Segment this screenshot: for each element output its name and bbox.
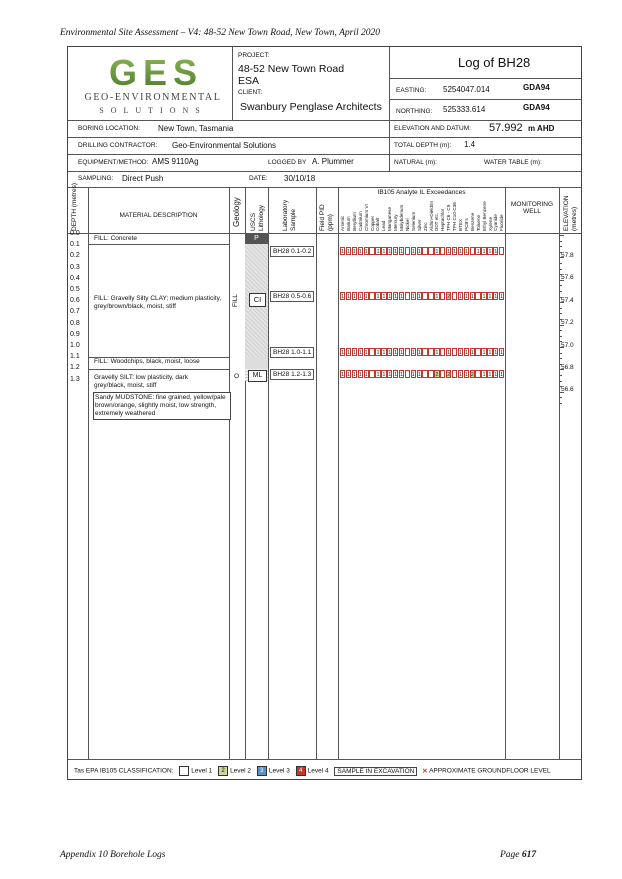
geology-header: Geology (232, 197, 241, 227)
exceedance-cell: 1 (458, 372, 462, 378)
depth-tick: 1.3 (70, 375, 80, 383)
exceedance-cell (475, 292, 480, 300)
exceedance-cell: 1 (417, 350, 421, 356)
exceedance-cell: 1 (352, 372, 356, 378)
exceedance-cell: 2 (447, 372, 451, 378)
analyte-name: Ethyl Benzene (481, 201, 487, 231)
exceedance-cell: 1 (470, 350, 474, 356)
elevation-tick: 57.4 (561, 296, 574, 304)
exceedance-cell: 1 (388, 294, 392, 300)
exceedance-cell: 1 (382, 249, 386, 255)
exceedance-cell (369, 292, 374, 300)
exceedance-cell: 1 (388, 249, 392, 255)
exceedance-cell: 1 (500, 372, 504, 378)
analyte-name: Copper (369, 215, 375, 231)
exceedance-cell (422, 247, 427, 255)
depth-tick: 0.9 (70, 330, 80, 338)
exceedance-cell: 1 (411, 372, 415, 378)
geology-fill: FILL (232, 293, 239, 307)
material-silt: Gravelly SILT: low plasticity, dark grey/black, moist, stiff (94, 374, 189, 389)
exceedance-cell: 1 (347, 372, 351, 378)
exceedance-row (340, 348, 505, 356)
elevation-tick: 57.0 (561, 341, 574, 349)
elevation-tick: 56.6 (561, 386, 574, 394)
logo-line2: SOLUTIONS (99, 106, 207, 115)
legend-level1-swatch (179, 766, 189, 776)
exceedance-cell: 1 (464, 249, 468, 255)
elevation-label: ELEVATION AND DATUM: (394, 125, 471, 132)
analyte-name: Barium (345, 216, 351, 231)
exceedance-cell: 1 (394, 249, 398, 255)
analyte-name: DDT etc. (434, 212, 440, 231)
exceedance-cell (422, 370, 427, 378)
material-clay: FILL: Gravelly Silty CLAY; medium plasticity, grey/brown/black, moist, stiff (94, 295, 222, 310)
monitoring-well-header: MONITORING WELL (510, 201, 554, 215)
depth-tick: 1.0 (70, 342, 80, 349)
exceedance-cell: 1 (382, 350, 386, 356)
analyte-name: TPH C10-C36 (452, 202, 458, 231)
exceedance-cell: 1 (464, 294, 468, 300)
legend-level2-swatch: 2 (218, 766, 228, 776)
lab-sample-id: BH28 0.1-0.2 (270, 246, 314, 257)
geology-o: O (234, 373, 240, 380)
legend-level4-swatch: 4 (296, 766, 306, 776)
legend-level4: Level 4 (307, 767, 329, 775)
sampling-value: Direct Push (122, 174, 164, 183)
page-footer-left: Appendix 10 Borehole Logs (60, 850, 166, 860)
material-mudstone: Sandy MUDSTONE: fine grained, yellow/pale brown/orange, slightly moist, low strength, extremely weathered (93, 392, 231, 420)
exceedance-cell: 1 (482, 372, 486, 378)
exceedance-cell: 1 (358, 372, 362, 378)
exceedance-cell: 1 (341, 350, 345, 356)
exceedance-row (340, 247, 505, 255)
depth-tick: 0.1 (70, 241, 80, 249)
exceedance-cell (452, 348, 457, 356)
exceedance-cell: 1 (447, 249, 451, 255)
exceedance-cell: 1 (376, 249, 380, 255)
exceedance-cell: 1 (352, 249, 356, 255)
legend-sample-in-excavation: SAMPLE IN EXCAVATION (334, 767, 417, 776)
depth-tick: 0.6 (70, 297, 80, 305)
elevation-minor-tick (559, 291, 562, 292)
water-table-label: WATER TABLE (m): (484, 159, 542, 166)
elevation-minor-tick (559, 403, 562, 404)
exceedance-cell: 1 (458, 350, 462, 356)
analyte-name: Chromium VI (363, 204, 369, 231)
exceedance-cell (422, 292, 427, 300)
exceedance-cell: 1 (364, 294, 368, 300)
uscs-p: P (245, 233, 268, 244)
elevation-tick: 56.8 (561, 364, 574, 371)
elevation-header: ELEVATION (metres) (563, 195, 578, 231)
exceedance-row (340, 370, 505, 378)
depth-tick: 1.2 (70, 364, 80, 372)
analyte-name: Cyanide (493, 214, 499, 231)
exceedance-cell (405, 292, 410, 300)
elevation-tick: 57.6 (561, 274, 574, 282)
elevation-minor-tick (559, 347, 564, 348)
project-value: 48-52 New Town Road (238, 63, 345, 75)
exceedance-cell (499, 247, 504, 255)
analyte-name: Toluene (475, 214, 481, 231)
exceedance-cell: 1 (352, 350, 356, 356)
elevation-minor-tick (559, 246, 562, 247)
exceedance-cell: 1 (382, 294, 386, 300)
exceedance-cell (440, 292, 445, 300)
exceedance-cell: 1 (388, 350, 392, 356)
exceedance-cell (422, 348, 427, 356)
elevation-minor-tick (559, 241, 562, 242)
depth-tick: 0.7 (70, 308, 80, 316)
date-label: DATE: (249, 175, 268, 182)
equipment-label: EQUIPMENT/METHOD: (78, 159, 149, 166)
exceedance-cell: 1 (482, 294, 486, 300)
elevation-minor-tick (559, 308, 562, 309)
elevation-minor-tick (559, 397, 562, 398)
uscs-woodchips (245, 357, 268, 369)
exceedance-cell: 1 (458, 294, 462, 300)
client-label: CLIENT: (238, 89, 263, 96)
field-pid-header: Field PID (ppm) (319, 204, 334, 231)
exceedance-cell: 1 (494, 372, 498, 378)
exceedance-cell: 1 (500, 350, 504, 356)
exceedance-cell: 1 (364, 372, 368, 378)
project-value-2: ESA (238, 75, 260, 87)
exceedance-cell: 1 (411, 249, 415, 255)
exceedance-cell: 1 (341, 372, 345, 378)
exceedance-cell (452, 292, 457, 300)
elevation-minor-tick (559, 364, 562, 365)
exceedance-cell: 2 (470, 372, 474, 378)
exceedance-cell: 1 (376, 372, 380, 378)
natural-label: NATURAL (m): (394, 159, 437, 166)
exceedance-cell: 1 (488, 372, 492, 378)
equipment-value: AMS 9110Ag (152, 157, 199, 166)
exceedance-cell: 1 (435, 249, 439, 255)
lab-sample-id: BH28 1.2-1.3 (270, 369, 314, 380)
lab-sample-header: Laboratory Sample (282, 199, 297, 231)
exceedance-cell: 1 (488, 294, 492, 300)
analyte-name: TPH C6 - C9 (446, 204, 452, 231)
exceedance-cell: 1 (364, 249, 368, 255)
exceedance-cell: 1 (388, 372, 392, 378)
analyte-name: Molybdenum (399, 204, 404, 231)
legend-level3: Level 3 (268, 767, 290, 775)
elevation-minor-tick (559, 313, 562, 314)
legend-level1: Level 1 (191, 767, 213, 775)
exceedance-cell (369, 247, 374, 255)
uscs-header: USCS Lithology (250, 204, 265, 231)
exceedance-cell (440, 348, 445, 356)
exceedance-cell: 1 (400, 294, 404, 300)
legend-level2: Level 2 (230, 767, 252, 775)
boring-label: BORING LOCATION: (78, 125, 140, 132)
exceedance-cell: 1 (458, 249, 462, 255)
analyte-name: Aldrin+Dieldrin (428, 200, 434, 231)
exceedance-row (340, 292, 505, 300)
analyte-name: Beryllium (351, 212, 357, 231)
exceedance-cell: 1 (358, 350, 362, 356)
drilling-value: Geo-Environmental Solutions (172, 141, 277, 150)
exceedance-cell: 1 (347, 350, 351, 356)
uscs-ml: ML (248, 370, 267, 382)
analyte-name: Mercury (393, 214, 399, 231)
exceedance-cell (475, 348, 480, 356)
exceedance-cell: 1 (394, 350, 398, 356)
elevation-minor-tick (559, 252, 562, 253)
exceedance-cell: 1 (447, 350, 451, 356)
elevation-minor-tick (559, 302, 564, 303)
page-footer-right: Page 617 (500, 850, 537, 860)
northing-value: 525333.614 (443, 105, 486, 114)
northing-datum: GDA94 (523, 103, 550, 112)
exceedance-cell: 1 (400, 350, 404, 356)
borehole-log-sheet (67, 46, 582, 780)
uscs-ci: CI (249, 293, 266, 307)
exceedance-cell (405, 370, 410, 378)
analyte-name: Manganese (387, 206, 393, 231)
elevation-minor-tick (559, 341, 562, 342)
depth-tick: 0.4 (70, 274, 80, 282)
exceedance-cell: 1 (341, 249, 345, 255)
depth-tick: 0.0 (70, 230, 80, 237)
exceedance-cell (405, 247, 410, 255)
page-header: Environmental Site Assessment – V4: 48-52 New Town Road, New Town, April 2020 (60, 28, 381, 38)
exceedance-cell: 1 (488, 249, 492, 255)
elevation-minor-tick (559, 274, 562, 275)
exceedance-cell: 1 (435, 294, 439, 300)
project-label: PROJECT: (238, 52, 270, 59)
analyte-name: Xylene (487, 216, 493, 231)
analyte-name: Heptachlor (440, 208, 446, 231)
analyte-name: PCB's (463, 218, 469, 231)
elevation-minor-tick (559, 269, 562, 270)
analyte-name: Silver (416, 219, 422, 231)
analyte-name: Cobalt (375, 217, 381, 231)
analyte-name: Fluoride (499, 214, 505, 231)
exceedance-cell (369, 370, 374, 378)
easting-datum: GDA94 (523, 83, 550, 92)
elevation-minor-tick (559, 375, 562, 376)
easting-label: EASTING: (396, 87, 427, 94)
legend-level3-swatch: 3 (257, 766, 267, 776)
exceedance-cell (428, 348, 433, 356)
exceedance-cell: 1 (394, 294, 398, 300)
drilling-label: DRILLING CONTRACTOR: (78, 142, 158, 149)
exceedance-cell: 1 (494, 350, 498, 356)
exceedance-cell: 1 (476, 249, 480, 255)
logo-mark: GES (108, 55, 204, 89)
legend (74, 766, 551, 776)
lab-sample-id: BH28 1.0-1.1 (270, 347, 314, 358)
depth-tick: 1.1 (70, 353, 80, 361)
exceedance-cell (440, 247, 445, 255)
analyte-name: Selenium (410, 211, 416, 231)
exceedance-cell: 1 (417, 249, 421, 255)
elevation-value: 57.992 (489, 122, 523, 134)
exceedance-cell: 1 (417, 372, 421, 378)
exceedance-cell (428, 292, 433, 300)
exceedance-cell: 1 (394, 372, 398, 378)
depth-tick: 0.8 (70, 319, 80, 327)
exceedance-cell: 1 (364, 350, 368, 356)
exceedance-cell: 1 (376, 350, 380, 356)
exceedance-cell: 1 (376, 294, 380, 300)
northing-label: NORTHING: (396, 108, 433, 115)
elevation-minor-tick (559, 235, 564, 236)
exceedance-cell: 1 (488, 350, 492, 356)
exceedance-cell: 1 (341, 294, 345, 300)
exceedance-cell: 1 (453, 249, 457, 255)
analytes-header: IB105 Analyte IL Exceedances (377, 189, 466, 196)
log-title: Log of BH28 (458, 55, 531, 70)
elevation-minor-tick (559, 386, 562, 387)
exceedance-cell: 1 (464, 350, 468, 356)
exceedance-cell: 1 (411, 294, 415, 300)
exceedance-cell: 1 (347, 249, 351, 255)
exceedance-cell: 1 (470, 294, 474, 300)
analyte-name: BTEX (458, 219, 463, 231)
exceedance-cell: 1 (464, 372, 468, 378)
exceedance-cell: 1 (494, 294, 498, 300)
elevation-minor-tick (559, 263, 562, 264)
logo-line1: GEO-ENVIRONMENTAL (84, 92, 222, 103)
exceedance-cell: 1 (358, 294, 362, 300)
elevation-minor-tick (559, 369, 564, 370)
depth-tick: 0.3 (70, 263, 80, 271)
exceedance-cell: 1 (435, 350, 439, 356)
exceedance-cell: 1 (482, 350, 486, 356)
total-depth-value: 1.4 (464, 140, 476, 149)
exceedance-cell (369, 348, 374, 356)
analyte-name: Zinc (422, 222, 428, 231)
lab-sample-id: BH28 0.5-0.6 (270, 291, 314, 302)
analyte-name: Nickel (404, 218, 410, 231)
legend-approx-level: APPROXIMATE GROUNDFLOOR LEVEL (429, 767, 551, 775)
exceedance-cell (470, 247, 475, 255)
material-concrete: FILL: Concrete (94, 235, 137, 242)
logged-value: A. Plummer (312, 157, 354, 166)
elevation-minor-tick (559, 325, 564, 326)
date-value: 30/10/18 (284, 174, 316, 183)
exceedance-cell: 1 (494, 249, 498, 255)
exceedance-cell: 1 (417, 294, 421, 300)
boring-value: New Town, Tasmania (158, 124, 234, 133)
elevation-tick: 57.8 (561, 252, 574, 259)
exceedance-cell: 1 (400, 372, 404, 378)
exceedance-cell: 1 (482, 249, 486, 255)
exceedance-cell: 2 (435, 372, 439, 378)
total-depth-label: TOTAL DEPTH (m): (394, 142, 452, 149)
elevation-tick: 57.2 (561, 319, 574, 327)
exceedance-cell: 1 (400, 249, 404, 255)
exceedance-cell: 1 (500, 294, 504, 300)
elevation-minor-tick (559, 285, 562, 286)
exceedance-cell (428, 247, 433, 255)
elevation-unit: m AHD (528, 124, 555, 133)
exceedance-cell (475, 370, 480, 378)
elevation-minor-tick (559, 280, 564, 281)
elevation-minor-tick (559, 336, 562, 337)
analyte-name: Benzene (469, 212, 475, 231)
analyte-name: Lead (381, 220, 387, 231)
elevation-minor-tick (559, 257, 564, 258)
material-header: MATERIAL DESCRIPTION (119, 212, 198, 219)
elevation-minor-tick (559, 319, 562, 320)
elevation-minor-tick (559, 381, 562, 382)
depth-tick: 0.2 (70, 252, 80, 260)
elevation-minor-tick (559, 297, 562, 298)
ges-logo-icon (92, 55, 220, 89)
elevation-minor-tick (559, 392, 564, 393)
client-value: Swanbury Penglase Architects (240, 101, 382, 113)
legend-title: Tas EPA IB105 CLASSIFICATION: (74, 767, 174, 775)
exceedance-cell: 1 (352, 294, 356, 300)
elevation-minor-tick (559, 330, 562, 331)
exceedance-cell (440, 370, 445, 378)
exceedance-cell: 1 (382, 372, 386, 378)
exceedance-cell (452, 370, 457, 378)
exceedance-cell: 1 (347, 294, 351, 300)
elevation-minor-tick (559, 358, 562, 359)
material-woodchips: FILL: Woodchips, black, moist, loose (94, 358, 200, 365)
analyte-name: Arsenic (340, 215, 345, 231)
easting-value: 5254047.014 (443, 85, 490, 94)
exceedance-cell: 2 (447, 294, 451, 300)
depth-tick: 0.5 (70, 286, 80, 293)
exceedance-cell (405, 348, 410, 356)
exceedance-cell (428, 370, 433, 378)
legend-x-mark-icon: ✕ (422, 767, 428, 775)
analyte-name: Cadmium (357, 211, 363, 231)
logged-label: LOGGED BY (268, 159, 307, 166)
exceedance-cell: 1 (411, 350, 415, 356)
exceedance-cell: 1 (358, 249, 362, 255)
elevation-minor-tick (559, 353, 562, 354)
sampling-label: SAMPLING: (78, 175, 114, 182)
depth-header: DEPTH (metres) (71, 182, 78, 231)
